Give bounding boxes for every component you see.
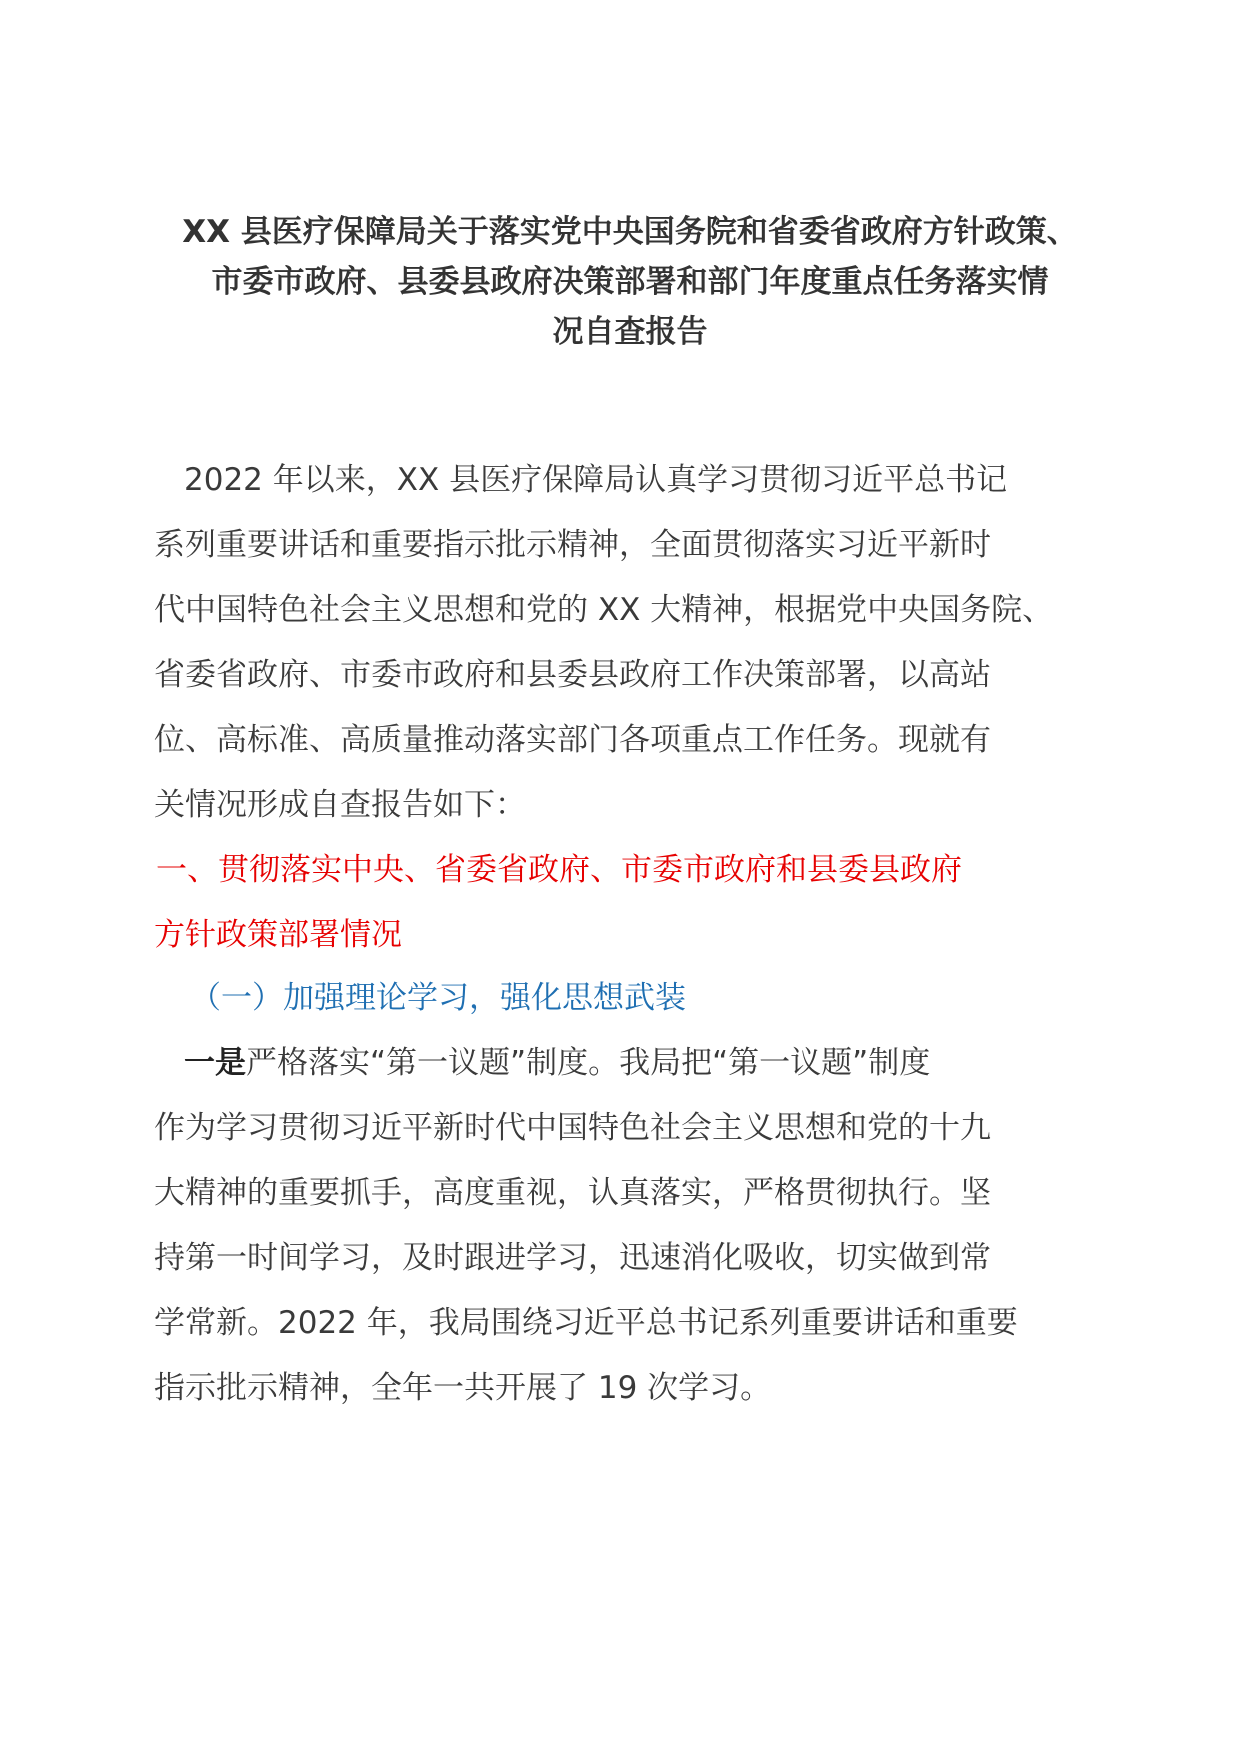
paragraph-line: 作为学习贯彻习近平新时代中国特色社会主义思想和党的十九 xyxy=(154,1110,991,1146)
title-line: 况自查报告 xyxy=(552,314,708,350)
report-title xyxy=(150,207,1110,357)
point-first-line: 严格落实“第一议题”制度。我局把“第一议题”制度 xyxy=(246,1045,931,1081)
point-paragraph xyxy=(154,1031,1094,1421)
title-line: 市委市政府、县委县政府决策部署和部门年度重点任务落实情 xyxy=(211,264,1049,300)
paragraph-line: 关情况形成自查报告如下： xyxy=(154,787,526,823)
intro-paragraph xyxy=(154,448,1094,838)
paragraph-line: 位、高标准、高质量推动落实部门各项重点工作任务。现就有 xyxy=(154,722,991,758)
section-heading-line: 一、贯彻落实中央、省委省政府、市委市政府和县委县政府 xyxy=(156,852,962,888)
point-lead: 一是 xyxy=(184,1045,246,1081)
paragraph-line: 大精神的重要抓手，高度重视，认真落实，严格贯彻执行。坚 xyxy=(154,1175,991,1211)
paragraph-line: 省委省政府、市委市政府和县委县政府工作决策部署，以高站 xyxy=(154,657,991,693)
section-heading-line: 方针政策部署情况 xyxy=(154,917,402,953)
paragraph-line: 代中国特色社会主义思想和党的 XX 大精神，根据党中央国务院、 xyxy=(154,592,1054,628)
paragraph-line: 指示批示精神，全年一共开展了 19 次学习。 xyxy=(154,1370,772,1406)
paragraph-line: 学常新。2022 年，我局围绕习近平总书记系列重要讲话和重要 xyxy=(154,1305,1018,1341)
paragraph-line xyxy=(154,1031,1094,1096)
subsection-heading: （一）加强理论学习，强化思想武装 xyxy=(190,980,686,1016)
section-heading xyxy=(154,838,1094,968)
paragraph-line: 系列重要讲话和重要指示批示精神，全面贯彻落实习近平新时 xyxy=(154,527,991,563)
paragraph-line: 持第一时间学习，及时跟进学习，迅速消化吸收，切实做到常 xyxy=(154,1240,991,1276)
paragraph-line: 2022 年以来，XX 县医疗保障局认真学习贯彻习近平总书记 xyxy=(184,462,1008,498)
title-line: XX 县医疗保障局关于落实党中央国务院和省委省政府方针政策、 xyxy=(182,214,1078,250)
